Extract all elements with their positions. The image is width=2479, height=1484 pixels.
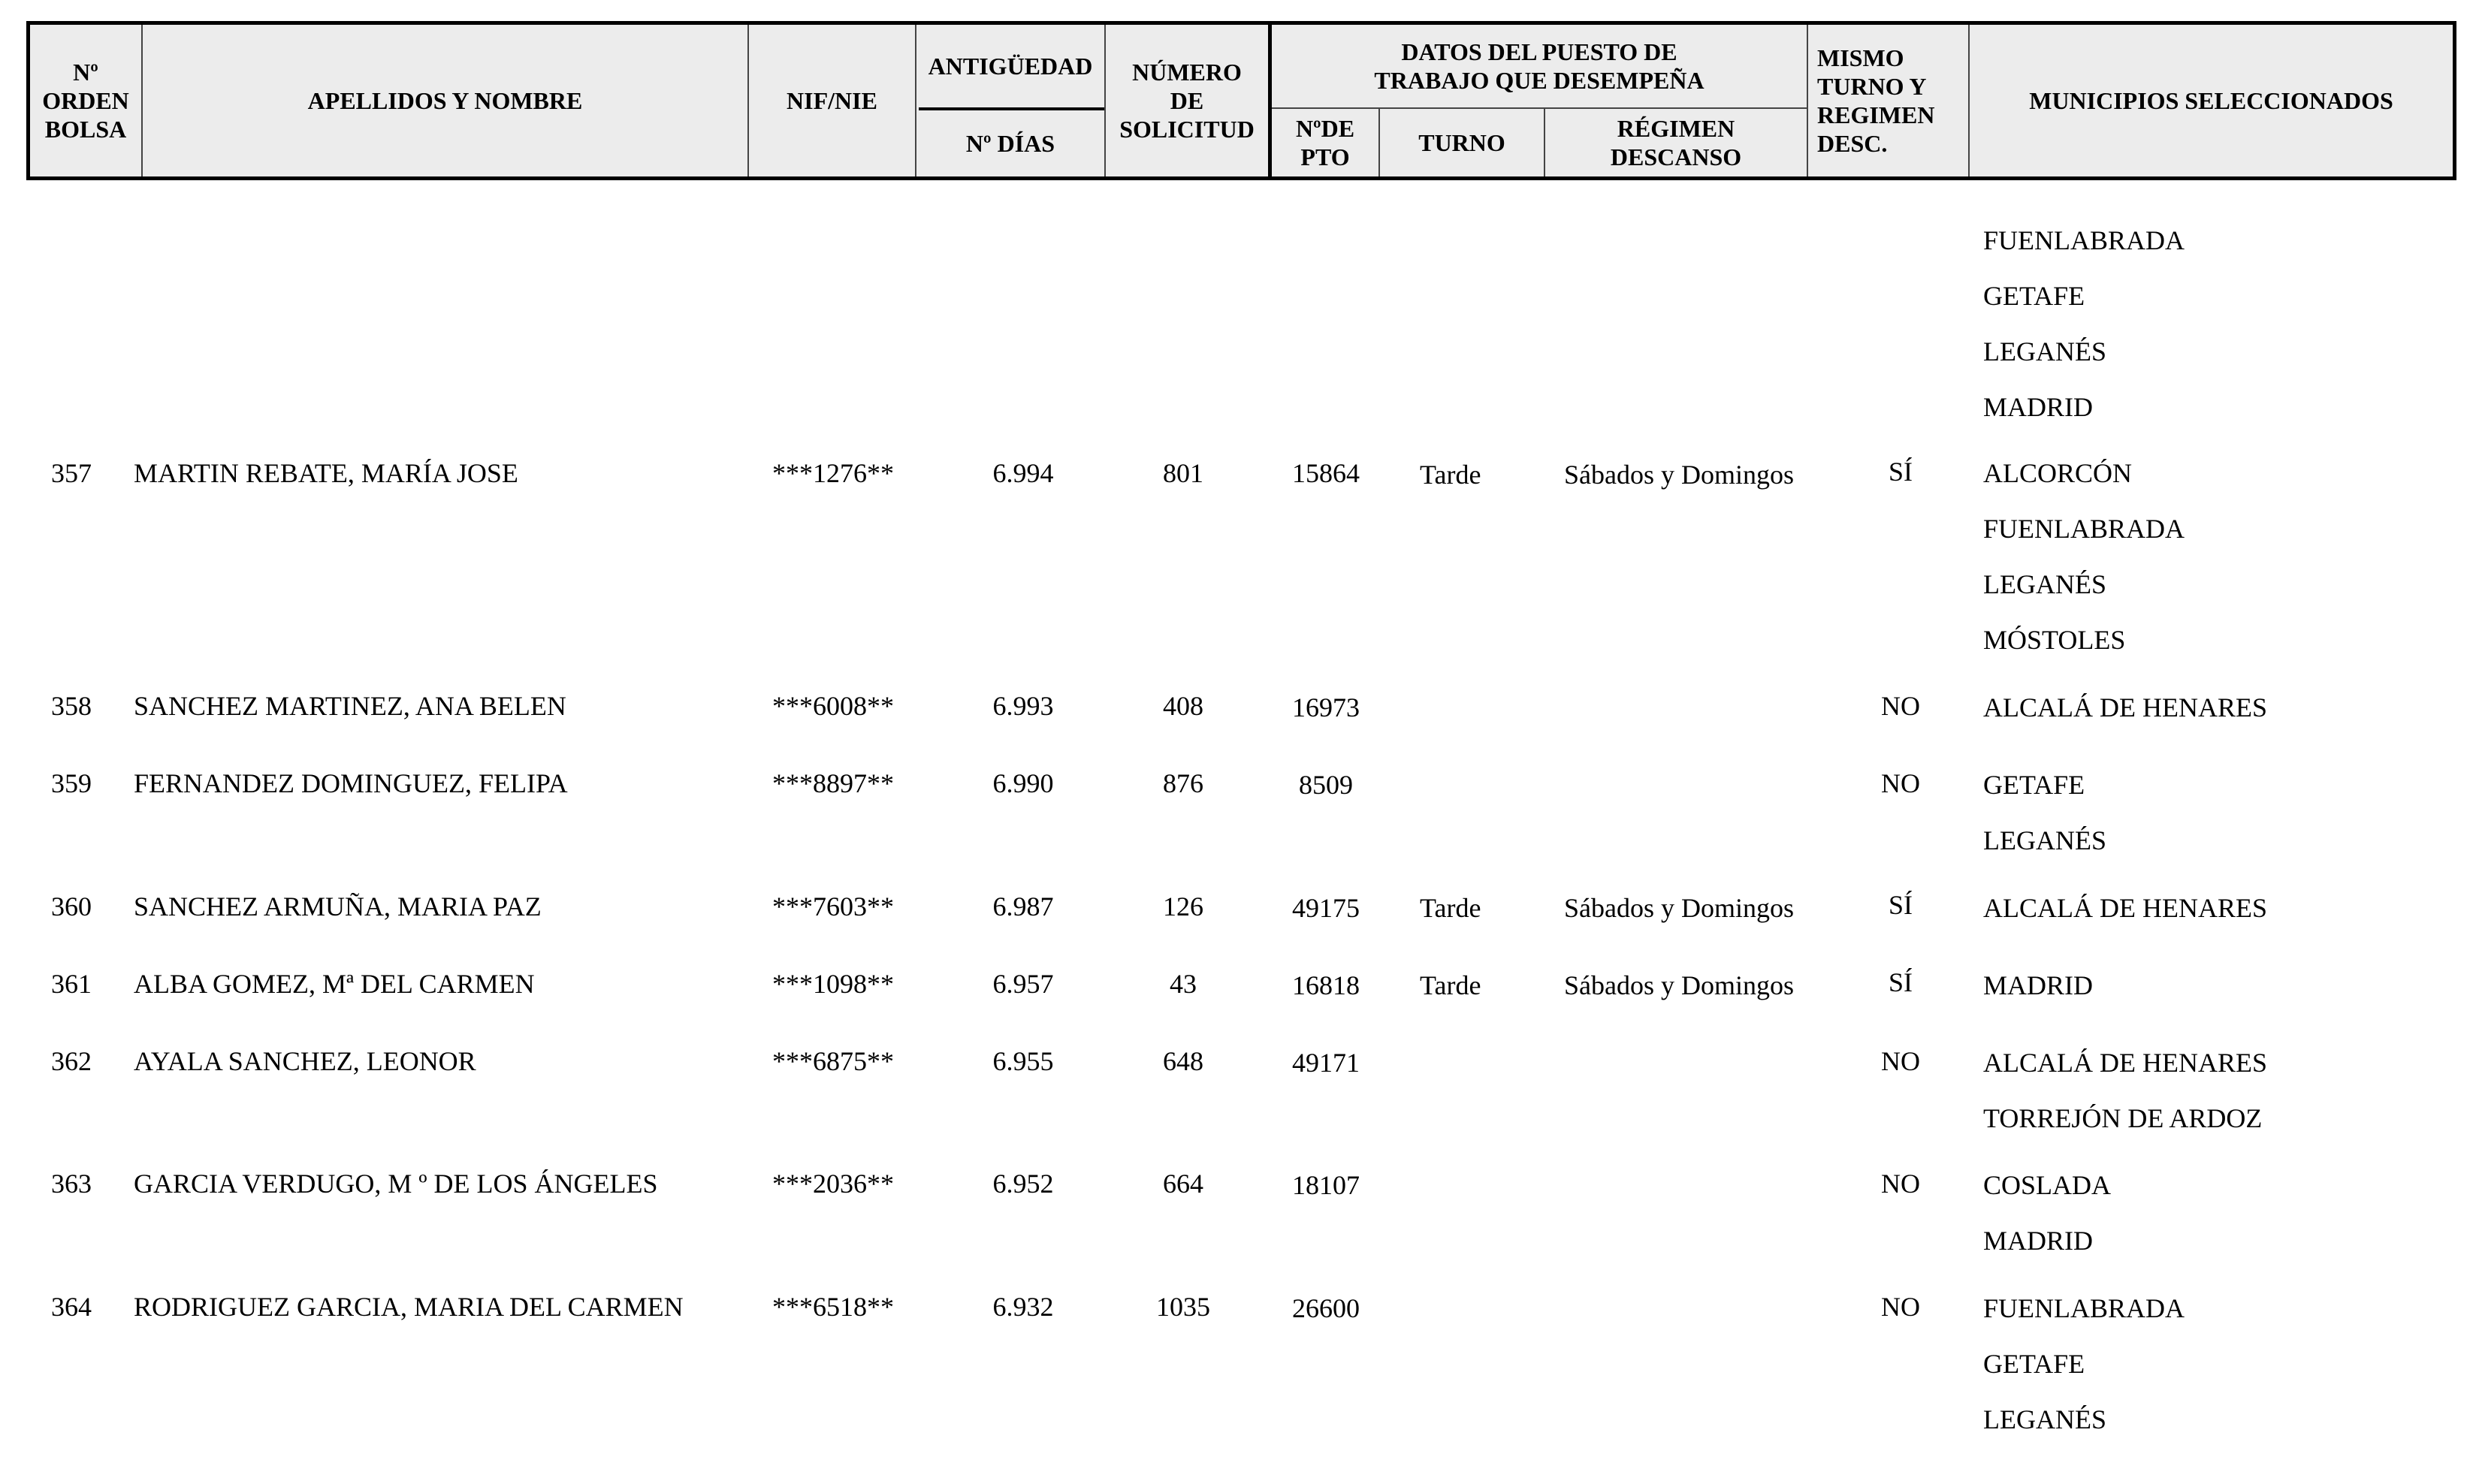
regimen-cell: Sábados y Domingos: [1564, 460, 1794, 490]
nif-cell: ***1098**: [772, 969, 894, 999]
orden-cell: 359: [51, 768, 92, 798]
municipio: GETAFE: [1983, 281, 2085, 311]
pto-cell: 49171: [1292, 1048, 1360, 1078]
municipio: ALCALÁ DE HENARES: [1983, 1048, 2267, 1078]
header-numero-solicitud: NÚMERO DE SOLICITUD: [1119, 59, 1255, 143]
municipio: FUENLABRADA: [1983, 225, 2185, 255]
municipio: MADRID: [1983, 1226, 2094, 1256]
municipios-cell: [1983, 1293, 2185, 1460]
orden-cell: 357: [51, 458, 92, 488]
mismo-cell: NO: [1881, 1169, 1920, 1199]
pto-cell: 16818: [1292, 970, 1360, 1000]
solicitud-cell: 648: [1163, 1046, 1203, 1076]
municipio: LEGANÉS: [1983, 825, 2106, 855]
municipio: FUENLABRADA: [1983, 1293, 2185, 1323]
municipio: ALCALÁ DE HENARES: [1983, 692, 2267, 722]
municipio: GETAFE: [1983, 1349, 2085, 1379]
solicitud-cell: 876: [1163, 768, 1203, 798]
pto-cell: 49175: [1292, 893, 1360, 923]
mismo-cell: SÍ: [1888, 890, 1913, 920]
header-datos-puesto: DATOS DEL PUESTO DE TRABAJO QUE DESEMPEÑA: [1374, 38, 1705, 94]
orden-cell: 361: [51, 969, 92, 999]
header-n-dias: Nº DÍAS: [965, 130, 1055, 157]
carryover-municipios: [1983, 225, 2185, 448]
pto-cell: 15864: [1292, 458, 1360, 488]
orden-cell: 358: [51, 691, 92, 721]
dias-cell: 6.932: [992, 1292, 1054, 1322]
name-cell: FERNANDEZ DOMINGUEZ, FELIPA: [134, 768, 568, 798]
header-municipios: MUNICIPIOS SELECCIONADOS: [2029, 87, 2393, 114]
name-cell: RODRIGUEZ GARCIA, MARIA DEL CARMEN: [134, 1292, 684, 1322]
dias-cell: 6.987: [992, 891, 1054, 921]
municipio: ALCALÁ DE HENARES: [1983, 893, 2267, 923]
solicitud-cell: 43: [1170, 969, 1197, 999]
pto-cell: 8509: [1299, 770, 1353, 800]
header-apellidos: APELLIDOS Y NOMBRE: [307, 87, 583, 114]
municipios-cell: [1983, 970, 2093, 1026]
dias-cell: 6.957: [992, 969, 1054, 999]
orden-cell: 360: [51, 891, 92, 921]
mismo-cell: NO: [1881, 1046, 1920, 1076]
regimen-cell: Sábados y Domingos: [1564, 893, 1794, 923]
nif-cell: ***6875**: [772, 1046, 894, 1076]
solicitud-cell: 126: [1163, 891, 1203, 921]
pto-cell: 26600: [1292, 1293, 1360, 1323]
name-cell: GARCIA VERDUGO, M º DE LOS ÁNGELES: [134, 1169, 658, 1199]
municipio: FUENLABRADA: [1983, 514, 2185, 544]
header-orden: Nº ORDEN BOLSA: [42, 59, 129, 143]
mismo-cell: NO: [1881, 691, 1920, 721]
header-turno: TURNO: [1418, 129, 1505, 156]
dias-cell: 6.993: [992, 691, 1054, 721]
header-n-pto: NºDE PTO: [1295, 115, 1355, 170]
municipio: LEGANÉS: [1983, 569, 2106, 599]
dias-cell: 6.955: [992, 1046, 1054, 1076]
name-cell: MARTIN REBATE, MARÍA JOSE: [134, 458, 518, 488]
nif-cell: ***6518**: [772, 1292, 894, 1322]
header-antiguedad: ANTIGÜEDAD: [928, 53, 1093, 80]
orden-cell: 364: [51, 1292, 92, 1322]
solicitud-cell: 408: [1163, 691, 1203, 721]
mismo-cell: SÍ: [1888, 457, 1913, 487]
name-cell: SANCHEZ ARMUÑA, MARIA PAZ: [134, 891, 542, 921]
nif-cell: ***8897**: [772, 768, 894, 798]
mismo-cell: NO: [1881, 1292, 1920, 1322]
solicitud-cell: 664: [1163, 1169, 1203, 1199]
turno-cell: Tarde: [1420, 893, 1481, 923]
dias-cell: 6.990: [992, 768, 1054, 798]
regimen-cell: Sábados y Domingos: [1564, 970, 1794, 1000]
orden-cell: 363: [51, 1169, 92, 1199]
municipio: COSLADA: [1983, 1170, 2112, 1200]
turno-cell: Tarde: [1420, 460, 1481, 490]
municipio: LEGANÉS: [1983, 336, 2106, 366]
municipios-cell: [1983, 1048, 2267, 1159]
mismo-cell: SÍ: [1888, 967, 1913, 997]
municipio: MADRID: [1983, 392, 2094, 422]
municipio: GETAFE: [1983, 770, 2085, 800]
solicitud-cell: 801: [1163, 458, 1203, 488]
solicitud-cell: 1035: [1156, 1292, 1210, 1322]
municipios-cell: [1983, 458, 2185, 680]
nif-cell: ***2036**: [772, 1169, 894, 1199]
name-cell: AYALA SANCHEZ, LEONOR: [134, 1046, 476, 1076]
nif-cell: ***7603**: [772, 891, 894, 921]
mismo-cell: NO: [1881, 768, 1920, 798]
dias-cell: 6.952: [992, 1169, 1054, 1199]
pto-cell: 16973: [1292, 692, 1360, 722]
municipio: ALCORCÓN: [1983, 458, 2133, 488]
municipios-cell: [1983, 692, 2267, 748]
municipios-cell: [1983, 770, 2106, 881]
turno-cell: Tarde: [1420, 970, 1481, 1000]
municipio: MADRID: [1983, 970, 2094, 1000]
municipios-cell: [1983, 893, 2267, 949]
header-nif: NIF/NIE: [787, 87, 877, 114]
nif-cell: ***1276**: [772, 458, 894, 488]
header-regimen: RÉGIMEN DESCANSO: [1610, 115, 1742, 170]
municipio: TORREJÓN DE ARDOZ: [1983, 1103, 2263, 1133]
municipio: MÓSTOLES: [1983, 625, 2126, 655]
dias-cell: 6.994: [992, 458, 1054, 488]
name-cell: SANCHEZ MARTINEZ, ANA BELEN: [134, 691, 566, 721]
pto-cell: 18107: [1292, 1170, 1360, 1200]
orden-cell: 362: [51, 1046, 92, 1076]
municipios-cell: [1983, 1170, 2111, 1281]
name-cell: ALBA GOMEZ, Mª DEL CARMEN: [134, 969, 535, 999]
nif-cell: ***6008**: [772, 691, 894, 721]
header-mismo-turno: MISMO TURNO Y REGIMEN DESC.: [1817, 44, 1935, 157]
municipio: LEGANÉS: [1983, 1404, 2106, 1434]
